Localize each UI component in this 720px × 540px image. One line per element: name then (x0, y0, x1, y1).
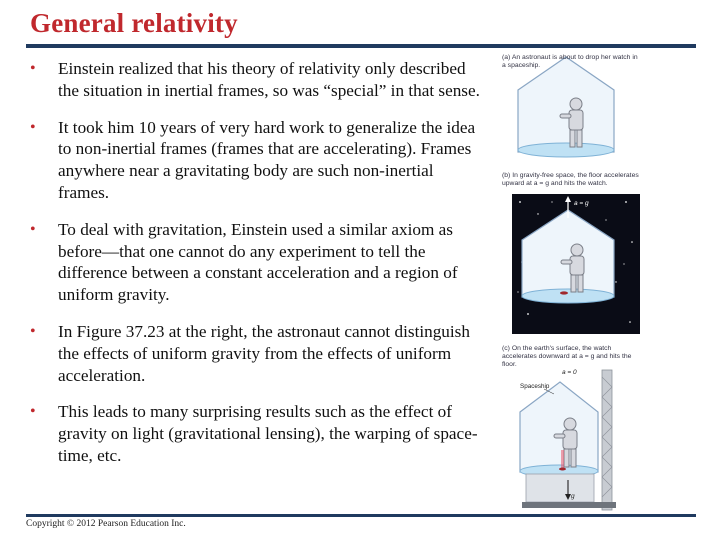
copyright-notice: Copyright © 2012 Pearson Education Inc. (26, 519, 186, 529)
bullet-text: Einstein realized that his theory of relativity only described the situation in inertial frames, so was “special” in that sense. (58, 59, 480, 100)
caption-c: (c) On the earth's surface, the watch accelerates downward at a = g and hits the floor. (502, 345, 632, 368)
accel-label: a = g (574, 200, 589, 207)
panel-a-spaceship (518, 57, 614, 157)
caption-b: (b) In gravity-free space, the floor accelerates upward at a = g and hits the watch. (502, 172, 639, 187)
footer-divider (26, 514, 696, 517)
bullet-text: In Figure 37.23 at the right, the astronaut cannot distinguish the effects of uniform gravity from the effects of uniform acceleration. (58, 321, 470, 385)
gravity-label: g (571, 493, 575, 500)
watch-b (560, 291, 568, 294)
bullet-marker: • (30, 118, 36, 136)
bullet-item (30, 401, 480, 466)
launch-tower (602, 370, 612, 510)
bullet-item (30, 219, 480, 306)
bullet-marker: • (30, 220, 36, 238)
caption-a: (a) An astronaut is about to drop her watch in a spaceship. (502, 54, 638, 69)
bullet-marker: • (30, 60, 36, 77)
bullet-marker: • (30, 322, 36, 340)
bullet-marker: • (30, 403, 36, 421)
bullet-text: To deal with gravitation, Einstein used a similar axiom as before—that one cannot do any experiment to tell the difference between a constant acceleration and a region of uniform gravity. (58, 219, 458, 305)
bullet-item (30, 117, 480, 204)
slide-title: General relativity (30, 8, 238, 38)
spaceship-label: Spaceship (520, 383, 550, 390)
bullet-list (30, 58, 480, 482)
title-divider (26, 44, 696, 48)
panel-c-earth (520, 369, 616, 510)
launch-base (526, 474, 594, 502)
panel-b-space (512, 194, 640, 334)
bullet-text: This leads to many surprising results such as the effect of gravity on light (gravitational lensing), the warping of space-time, etc. (58, 402, 478, 465)
bullet-item (30, 321, 480, 386)
figure-37-23 (498, 52, 643, 512)
bullet-item (30, 58, 480, 102)
bullet-text: It took him 10 years of very hard work to generalize the idea to non-inertial frames (frames that are accelerating). Frames anywhere near a gravitating body are such non-inertial frames. (58, 117, 476, 202)
falling-watch-trail (561, 450, 564, 468)
watch-c (559, 468, 566, 471)
a-zero-label: a = 0 (562, 369, 577, 376)
figure-drawing (498, 52, 643, 512)
